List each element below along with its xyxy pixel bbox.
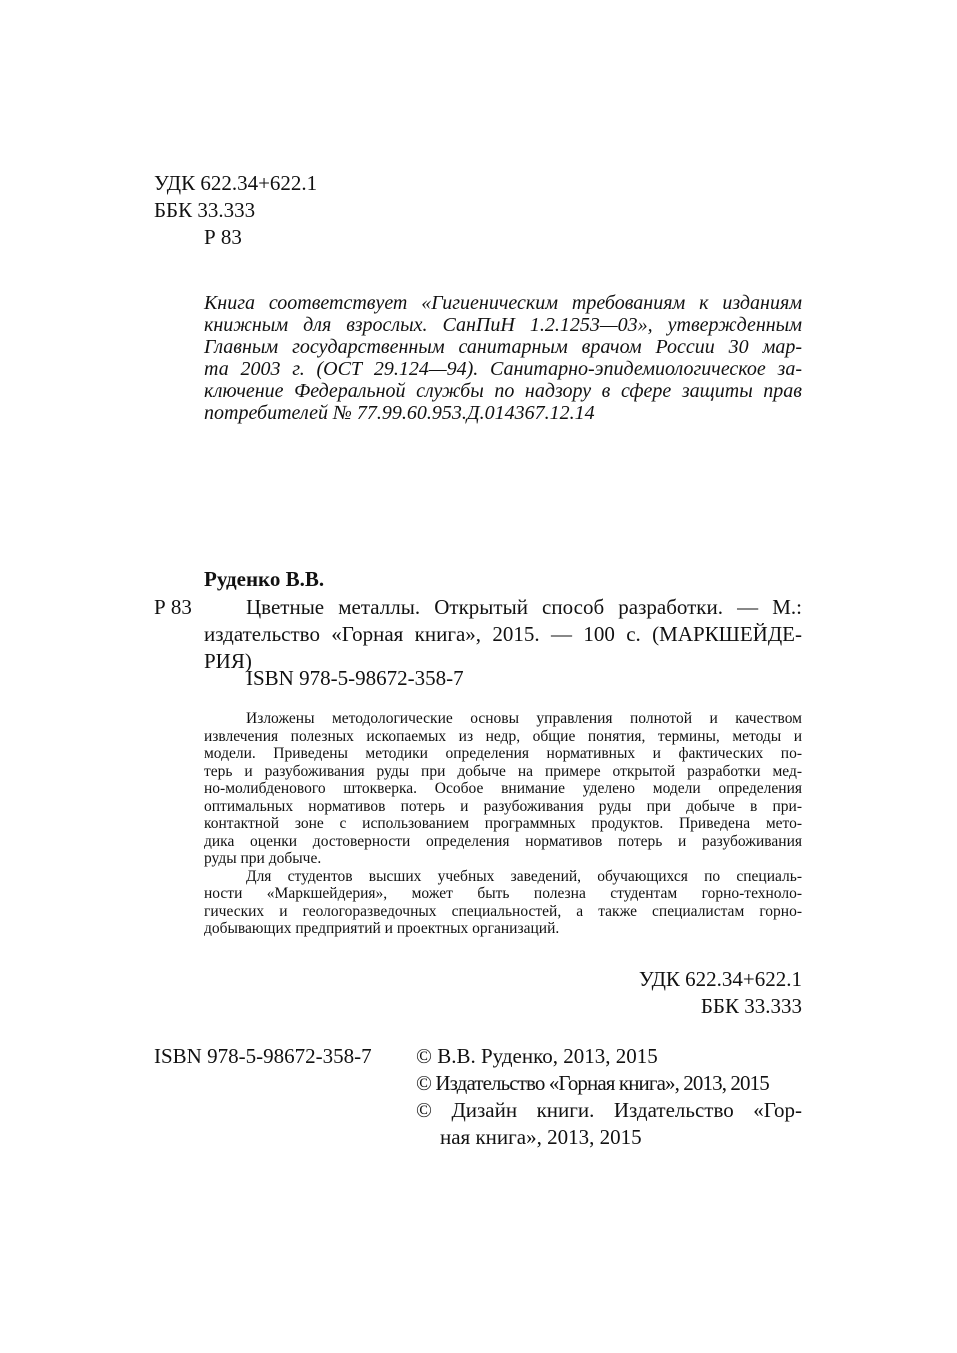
title-line: РИЯ) [204,649,252,673]
isbn-record: ISBN 978-5-98672-358-7 [246,666,464,690]
copyright-lines [416,1043,802,1151]
annotation-line: но-молибденового штокверка. Особое внимание уделено модели определения [204,780,802,797]
copyright-line: © В.В. Руденко, 2013, 2015 [416,1044,658,1068]
title-line: издательство «Горная книга», 2015. — 100 с. (МАРКШЕЙДЕ- [204,622,802,646]
hygiene-line: книжным для взрослых. СанПиН 1.2.1253—03», утвержденным [204,314,802,336]
annotation-line: ности «Маркшейдерия», может быть полезна студентам горно-техноло- [204,885,802,902]
title-line: Цветные металлы. Открытый способ разработки. — М.: [246,595,802,619]
author-mark-top: Р 83 [204,225,242,249]
annotation-line: терь и разубоживания руды при добыче на примере открытой разработки мед- [204,762,802,780]
annotation-line: оптимальных нормативов потерь и разубоживания руды при добыче в при- [204,797,802,815]
bbk-bottom: ББК 33.333 [700,994,802,1018]
annotation-line: Изложены методологические основы управления полнотой и качеством [246,710,802,727]
author-name: Руденко В.В. [204,567,325,591]
annotation-line: извлечения полезных ископаемых из недр, общие понятия, термины, методы и [204,727,802,745]
hygiene-line: та 2003 г. (ОСТ 29.124—94). Санитарно-эпидемиологическое за- [204,358,802,380]
hygiene-line: потребителей № 77.99.60.953.Д.014367.12.14 [204,402,595,424]
udk-bottom: УДК 622.34+622.1 [638,967,802,991]
isbn-copyright: ISBN 978-5-98672-358-7 [154,1044,372,1068]
annotation-line: модели. Приведены методики определения нормативных и фактических по- [204,745,802,762]
copyright-line: ная книга», 2013, 2015 [440,1125,642,1149]
bottom-classification [639,966,802,1020]
annotation-line: контактной зоне с использованием программных продуктов. Приведена мето- [204,815,802,832]
hygiene-notice [204,292,802,424]
annotation-line: руды при добыче. [204,850,322,867]
annotation-line: дика оценки достоверности определения нормативов потерь и разубоживания [204,832,802,850]
bbk-top: ББК 33.333 [154,198,256,222]
annotation-line: Для студентов высших учебных заведений, обучающихся по специаль- [246,867,802,885]
annotation-line: добывающих предприятий и проектных организаций. [204,920,560,937]
hygiene-line: Книга соответствует «Гигиеническим требованиям к изданиям [204,292,802,314]
hygiene-line: ключение Федеральной службы по надзору в сфере защиты прав [204,380,802,402]
copyright-line: © Издательство «Горная книга», 2013, 2015 [416,1071,769,1095]
author-mark: Р 83 [154,595,192,619]
hygiene-line: Главным государственным санитарным врачом России 30 мар- [204,336,802,358]
udk-top: УДК 622.34+622.1 [154,171,318,195]
book-title [204,594,802,675]
copyright-line: © Дизайн книги. Издательство «Гор- [416,1098,802,1122]
annotation [204,710,802,938]
annotation-line: гических и геологоразведочных специальностей, а также специалистам горно- [204,902,802,920]
